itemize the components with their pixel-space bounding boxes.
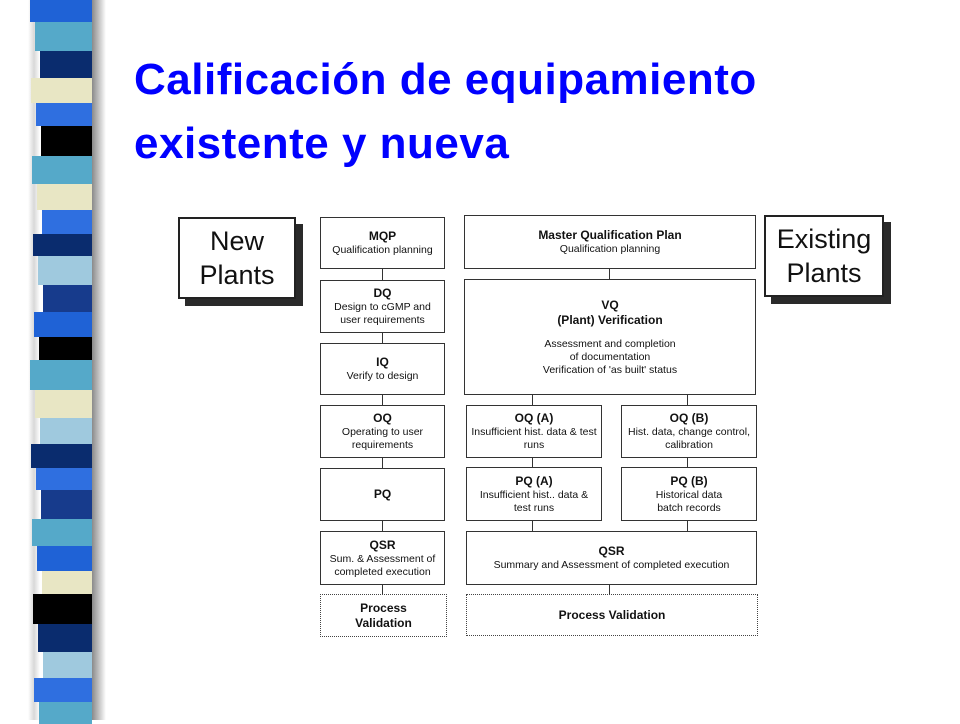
master-qualification-plan-box [464,215,756,269]
oq-b-desc-1: Hist. data, change control, [628,426,750,438]
pv-line-1: Process [360,600,407,615]
oq-b-title: OQ (B) [669,411,709,425]
stripe-band [35,22,92,51]
existing-qsr-box [466,531,757,585]
dq-title: DQ [373,286,392,300]
stripe-band [37,546,92,571]
stripe-band [32,519,92,546]
oq-title: OQ [373,411,392,425]
pq-a-desc-1: Insufficient hist.. data & [479,488,589,501]
title-line-1: Calificación de equipamiento [134,55,757,104]
mqp-title: MQP [368,229,397,243]
stripe-band [36,103,92,126]
stripe-band [38,256,92,285]
vq-title-1: VQ [601,297,619,312]
pq-a-box [466,467,602,521]
vq-desc-2: of documentation [569,350,651,363]
pq-b-title: PQ (B) [670,473,708,488]
stripe-band [34,312,92,337]
vq-box [464,279,756,395]
connector [609,268,610,279]
iq-title: IQ [376,355,389,369]
existing-plants-line-1: Existing [776,224,872,254]
mqp-desc: Qualification planning [332,244,433,256]
existing-plants-label [764,215,884,297]
oq-desc-1: Operating to user [341,426,424,438]
mqp-box [320,217,445,269]
stripe-band [39,337,92,360]
oq-a-title: OQ (A) [514,411,554,425]
new-plants-line-1: New [209,226,264,256]
process-validation-box [320,594,447,637]
vq-title-2: (Plant) Verification [557,312,663,327]
pq-a-desc-2: test runs [513,501,555,514]
iq-box [320,343,445,395]
connector [382,520,383,531]
vq-desc-3: Verification of 'as built' status [542,363,678,376]
qsr-box [320,531,445,585]
decorative-stripe [0,0,110,720]
stripe-band [40,51,92,78]
stripe-band [43,652,92,678]
connector [382,584,383,594]
stripe-band [33,234,92,256]
stripe-band [41,126,92,156]
stripe-band [40,418,92,444]
dq-desc-1: Design to cGMP and [334,301,431,313]
oq-a-box [466,405,602,458]
qsr-desc-1: Sum. & Assessment of [329,552,436,565]
stripe-band [31,444,92,468]
stripe-band [35,390,92,418]
connector [382,394,383,405]
oq-a-desc-2: runs [523,439,545,451]
connector [687,394,688,405]
stripe-band [41,490,92,519]
stripe-band [37,184,92,210]
pq-a-title: PQ (A) [515,473,553,488]
stripe-band [32,156,92,184]
connector [532,520,533,531]
qsr-desc-2: completed execution [334,565,431,578]
existing-pv-title: Process Validation [558,607,666,622]
master-qualification-plan-title: Master Qualification Plan [538,228,682,242]
oq-box [320,405,445,458]
connector [382,457,383,468]
stripe-band [30,360,92,390]
new-plants-line-2: Plants [199,260,275,290]
connector [532,394,533,405]
pq-title: PQ [373,487,392,501]
connector [532,457,533,467]
oq-a-desc-1: Insufficient hist. data & test [471,426,597,438]
pv-line-2: Validation [355,615,412,630]
pq-b-desc-2: batch records [657,501,721,514]
stripe-shadow [92,0,106,720]
oq-b-desc-2: calibration [665,439,713,451]
qsr-title: QSR [369,537,396,552]
pq-box [320,468,445,521]
existing-process-validation-box [466,594,758,636]
connector [382,268,383,280]
stripe-band [34,678,92,702]
new-plants-label [178,217,296,299]
stripe-band [33,594,92,624]
stripe-band [43,285,92,312]
iq-desc: Verify to design [346,370,419,382]
master-qualification-plan-desc: Qualification planning [559,243,661,255]
stripe-band [30,0,92,22]
stripe-band [42,210,92,234]
pq-b-desc-1: Historical data [655,488,723,501]
existing-qsr-desc: Summary and Assessment of completed execution [493,559,730,571]
oq-desc-2: requirements [351,439,414,451]
slide-title [134,48,934,176]
stripe-band [38,624,92,652]
connector [609,584,610,594]
stripe-band [36,468,92,490]
pq-b-box [621,467,757,521]
existing-qsr-title: QSR [598,544,625,558]
connector [687,457,688,467]
oq-b-box [621,405,757,458]
dq-desc-2: user requirements [340,314,425,326]
dq-box [320,280,445,333]
existing-plants-line-2: Plants [786,258,862,288]
stripe-band [42,571,92,594]
connector [382,332,383,343]
stripe-band [31,78,92,103]
stripe-band [39,702,92,724]
connector [687,520,688,531]
title-line-2: existente y nueva [134,119,510,168]
vq-desc-1: Assessment and completion [544,337,676,350]
